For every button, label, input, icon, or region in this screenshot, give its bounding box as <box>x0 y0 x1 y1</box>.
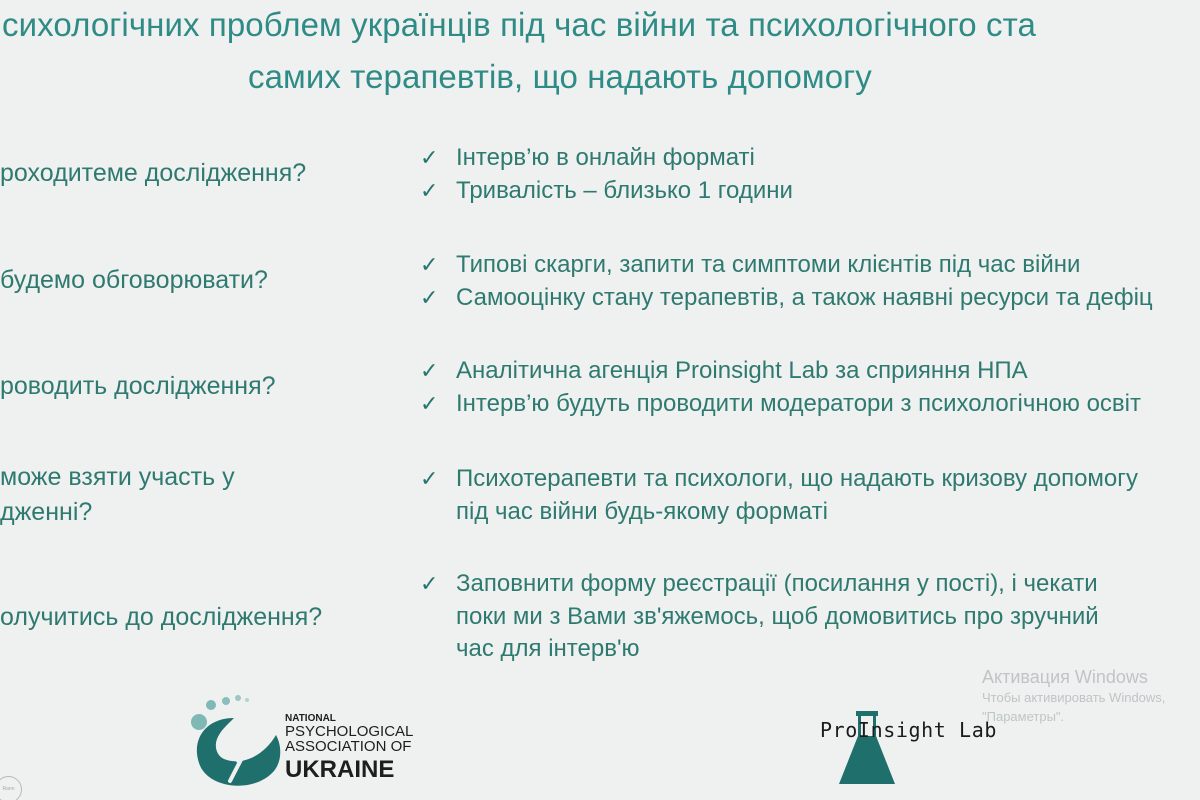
npa-association-of-label: ASSOCIATION OF <box>285 738 412 755</box>
npa-association-label <box>285 724 413 754</box>
answer-continuation: під час війни будь-якому форматі <box>456 498 828 525</box>
checkmark-icon: ✓ <box>420 286 439 311</box>
answer-continuation: поки ми з Вами зв'яжемось, щоб домовитись про зручний <box>456 603 1099 630</box>
answer-list-participants <box>420 463 1138 528</box>
answer-text: Типові скарги, запити та симптоми клієнтів під час війни <box>456 251 1081 278</box>
question-join-line: олучитись до дослідження? <box>0 603 323 631</box>
answer-text: Аналітична агенція Proinsight Lab за сприяння НПА <box>456 357 1028 384</box>
checkmark-icon: ✓ <box>420 467 439 492</box>
answer-text: Інтерв’ю будуть проводити модератори з психологічною освіт <box>456 390 1142 417</box>
answer-item <box>420 142 793 175</box>
answer-text: Заповнити форму реєстрації (посилання у пості), і чекати <box>456 570 1098 597</box>
question-join <box>0 600 322 635</box>
proinsight-lab-text: ProInsight Lab <box>820 718 997 742</box>
question-conductor <box>0 369 276 404</box>
corner-logo-icon: Rann <box>0 776 22 800</box>
proinsight-lab-logo <box>812 694 1012 794</box>
question-participants-line: дженні? <box>0 498 93 526</box>
answer-item <box>420 282 1153 315</box>
question-participants-line: може взяти участь у <box>0 463 235 491</box>
answer-item <box>420 355 1141 388</box>
answer-text: Тривалість – близько 1 години <box>456 177 793 204</box>
question-topics-line: будемо обговорювати? <box>0 266 268 294</box>
windows-activation-title: Активация Windows <box>982 667 1148 687</box>
answer-text: Самооцінку стану терапевтів, а також наявні ресурси та дефіц <box>456 284 1153 311</box>
windows-activation-line-1: Чтобы активировать Windows, <box>982 690 1166 705</box>
flask-icon <box>837 694 897 794</box>
answer-continuation: час для інтерв'ю <box>456 635 640 662</box>
windows-activation-line-2: "Параметры". <box>982 709 1065 724</box>
question-format-line: роходитеме дослідження? <box>0 159 307 187</box>
checkmark-icon: ✓ <box>420 572 439 597</box>
slide-title-line-2: самих терапевтів, що надають допомогу <box>248 58 872 95</box>
checkmark-icon: ✓ <box>420 392 439 417</box>
checkmark-icon: ✓ <box>420 253 439 278</box>
answer-item <box>420 463 1138 496</box>
answer-item <box>420 388 1141 421</box>
answer-list-topics <box>420 249 1153 315</box>
answer-text: Інтерв’ю в онлайн форматі <box>456 144 755 171</box>
answer-item <box>420 175 793 208</box>
checkmark-icon: ✓ <box>420 146 439 171</box>
answer-item <box>420 249 1153 282</box>
npa-psychological-label: PSYCHOLOGICAL <box>285 723 414 740</box>
question-conductor-line: роводить дослідження? <box>0 372 276 400</box>
npa-national-label: NATIONAL <box>285 713 336 724</box>
slide-title-line-1: сихологічних проблем українців під час війни та психологічного ста <box>2 6 1036 43</box>
question-topics <box>0 263 268 298</box>
checkmark-icon: ✓ <box>420 359 439 384</box>
answer-list-conductor <box>420 355 1141 421</box>
checkmark-icon: ✓ <box>420 179 439 204</box>
answer-text: Психотерапевти та психологи, що надають кризову допомогу <box>456 465 1139 492</box>
national-psychological-association-logo <box>186 693 446 793</box>
answer-list-format <box>420 142 793 208</box>
npa-ukraine-label: UKRAINE <box>285 756 395 783</box>
npa-emblem-icon <box>186 693 286 793</box>
question-format <box>0 156 306 191</box>
answer-list-join <box>420 568 1099 665</box>
answer-item <box>420 568 1099 601</box>
question-participants <box>0 460 235 530</box>
